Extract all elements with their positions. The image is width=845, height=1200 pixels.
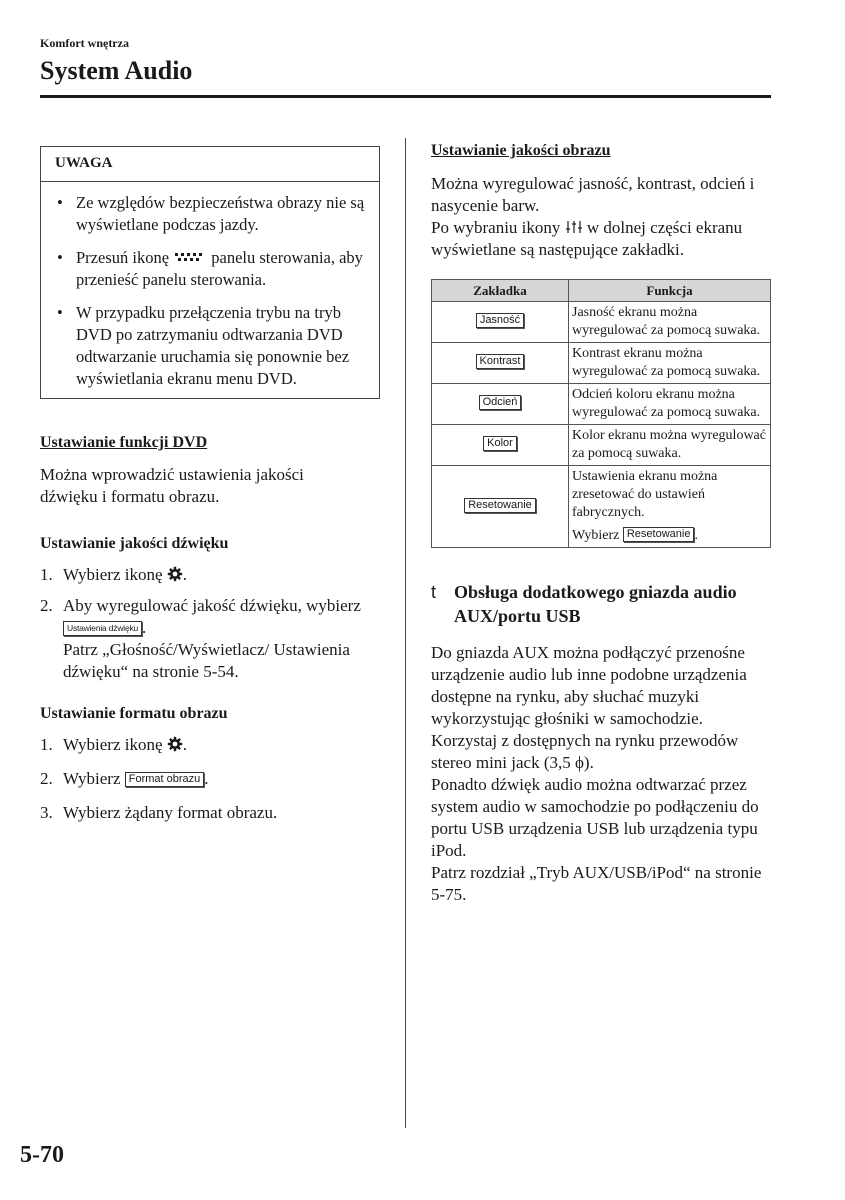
table-cell-function: Jasność ekranu można wyregulować za pomocą suwaka. [569, 302, 771, 343]
column-divider [405, 138, 406, 1128]
step-number: 2. [40, 769, 53, 788]
note-item [55, 247, 367, 291]
sound-heading: Ustawianie jakości dźwięku [40, 535, 229, 552]
gear-icon [167, 566, 183, 582]
drag-handle-icon [173, 251, 207, 263]
step-number: 1. [40, 735, 53, 754]
step [40, 734, 380, 756]
intro-text: w dolnej części ekranu wyświetlane są następujące zakładki. [431, 218, 743, 259]
table-cell-tab [432, 425, 569, 466]
note-item-text: sterowania, aby przenieść panelu sterowania. [76, 248, 363, 289]
aux-paragraph: Ponadto dźwięk audio można odtwarzać przez system audio w samochodzie po podłączeniu do portu USB urządzenia USB lub urządzenia typu iPod. [431, 775, 759, 860]
step-text: Aby wyregulować jakość dźwięku, wybierz [63, 596, 361, 615]
note-item-text: Ze względów bezpieczeństwa obrazy nie są wyświetlane podczas jazdy. [76, 193, 365, 234]
left-column [40, 146, 380, 824]
step [40, 564, 380, 586]
aux-paragraph: Do gniazda AUX można podłączyć przenośne urządzenie audio lub inne podobne urządzenia dostępne na rynku, aby słuchać muzyki wykorzystując głośniki w samochodzie. [431, 643, 747, 728]
table-cell-function [569, 466, 771, 548]
note-item-text: panelu [211, 248, 256, 267]
contrast-tab-button: Kontrast [476, 354, 525, 369]
note-item-text: Przesuń ikonę [76, 248, 170, 267]
step-text: . [204, 769, 209, 788]
step [40, 595, 380, 683]
sound-settings-button: Ustawienia dźwięku [63, 621, 142, 636]
function-text: . [694, 528, 698, 543]
section-label: Komfort wnętrza [40, 36, 129, 50]
table-cell-tab [432, 466, 569, 548]
note-item-text: W przypadku przełączenia trybu na tryb DVD po zatrzymaniu odtwarzania DVD odtwarzanie uruchamia się ponownie bez wyświetlania ekranu menu DVD. [76, 303, 350, 388]
step-text: . [182, 565, 188, 584]
aux-paragraph: Patrz rozdział „Tryb AUX/USB/iPod“ na stronie 5-75. [431, 863, 762, 904]
function-text: Wybierz [572, 528, 620, 543]
reset-tab-button: Resetowanie [464, 498, 536, 513]
intro-text: Po wybraniu ikony [431, 218, 561, 237]
aux-paragraph: Korzystaj z dostępnych na rynku przewodów stereo mini jack (3,5 ϕ). [431, 731, 739, 772]
color-tab-button: Kolor [483, 436, 517, 451]
picture-format-button: Format obrazu [125, 772, 205, 787]
step-text: . [182, 735, 188, 754]
step-text: . [142, 618, 147, 637]
aux-heading [431, 580, 771, 628]
table-cell-tab [432, 343, 569, 384]
step-number: 3. [40, 803, 53, 822]
picture-settings-icon [565, 220, 583, 234]
function-text: Ustawienia ekranu można zresetować do ustawień fabrycznych. [572, 469, 718, 520]
note-list [41, 182, 379, 398]
note-item [55, 302, 367, 390]
right-column [431, 140, 771, 906]
step-text: Wybierz żądany format obrazu. [63, 803, 278, 822]
page-number: 5-70 [20, 1142, 64, 1168]
section-marker: t [431, 582, 437, 602]
tint-tab-button: Odcień [479, 395, 522, 410]
step-text: Wybierz ikonę [63, 735, 163, 754]
step-text: Wybierz [63, 769, 121, 788]
image-quality-heading: Ustawianie jakości obrazu [431, 142, 611, 159]
dvd-intro: Można wprowadzić ustawienia jakości dźwięku i formatu obrazu. [40, 465, 304, 506]
cross-reference: Patrz „Głośność/Wyświetlacz/ Ustawienia dźwięku“ na stronie 5-54. [63, 640, 350, 681]
step [40, 768, 380, 790]
page-title: System Audio [40, 56, 193, 85]
step-number: 1. [40, 565, 53, 584]
note-heading: UWAGA [41, 147, 379, 182]
step-number: 2. [40, 596, 53, 615]
format-heading: Ustawianie formatu obrazu [40, 705, 228, 722]
table-row [432, 384, 771, 425]
table-row [432, 466, 771, 548]
table-row [432, 343, 771, 384]
table-cell-function: Odcień koloru ekranu można wyregulować za pomocą suwaka. [569, 384, 771, 425]
table-header-tab: Zakładka [432, 280, 569, 302]
step-text: Wybierz ikonę [63, 565, 163, 584]
aux-heading-text: Obsługa dodatkowego gniazda audio AUX/portu USB [454, 582, 737, 626]
image-quality-intro-2 [431, 217, 761, 261]
dvd-heading: Ustawianie funkcji DVD [40, 434, 208, 451]
tabs-table [431, 279, 771, 548]
step [40, 802, 380, 824]
note-item [55, 192, 367, 236]
function-extra [572, 527, 767, 545]
table-row [432, 302, 771, 343]
brightness-tab-button: Jasność [476, 313, 524, 328]
title-rule [40, 95, 771, 98]
table-header-row [432, 280, 771, 302]
table-header-function: Funkcja [569, 280, 771, 302]
table-cell-function: Kolor ekranu można wyregulować za pomocą suwaka. [569, 425, 771, 466]
table-cell-tab [432, 302, 569, 343]
table-cell-function: Kontrast ekranu można wyregulować za pomocą suwaka. [569, 343, 771, 384]
image-quality-intro: Można wyregulować jasność, kontrast, odcień i nasycenie barw. [431, 174, 755, 215]
table-cell-tab [432, 384, 569, 425]
gear-icon [167, 736, 183, 752]
reset-button: Resetowanie [623, 527, 695, 542]
table-row [432, 425, 771, 466]
note-box [40, 146, 380, 399]
